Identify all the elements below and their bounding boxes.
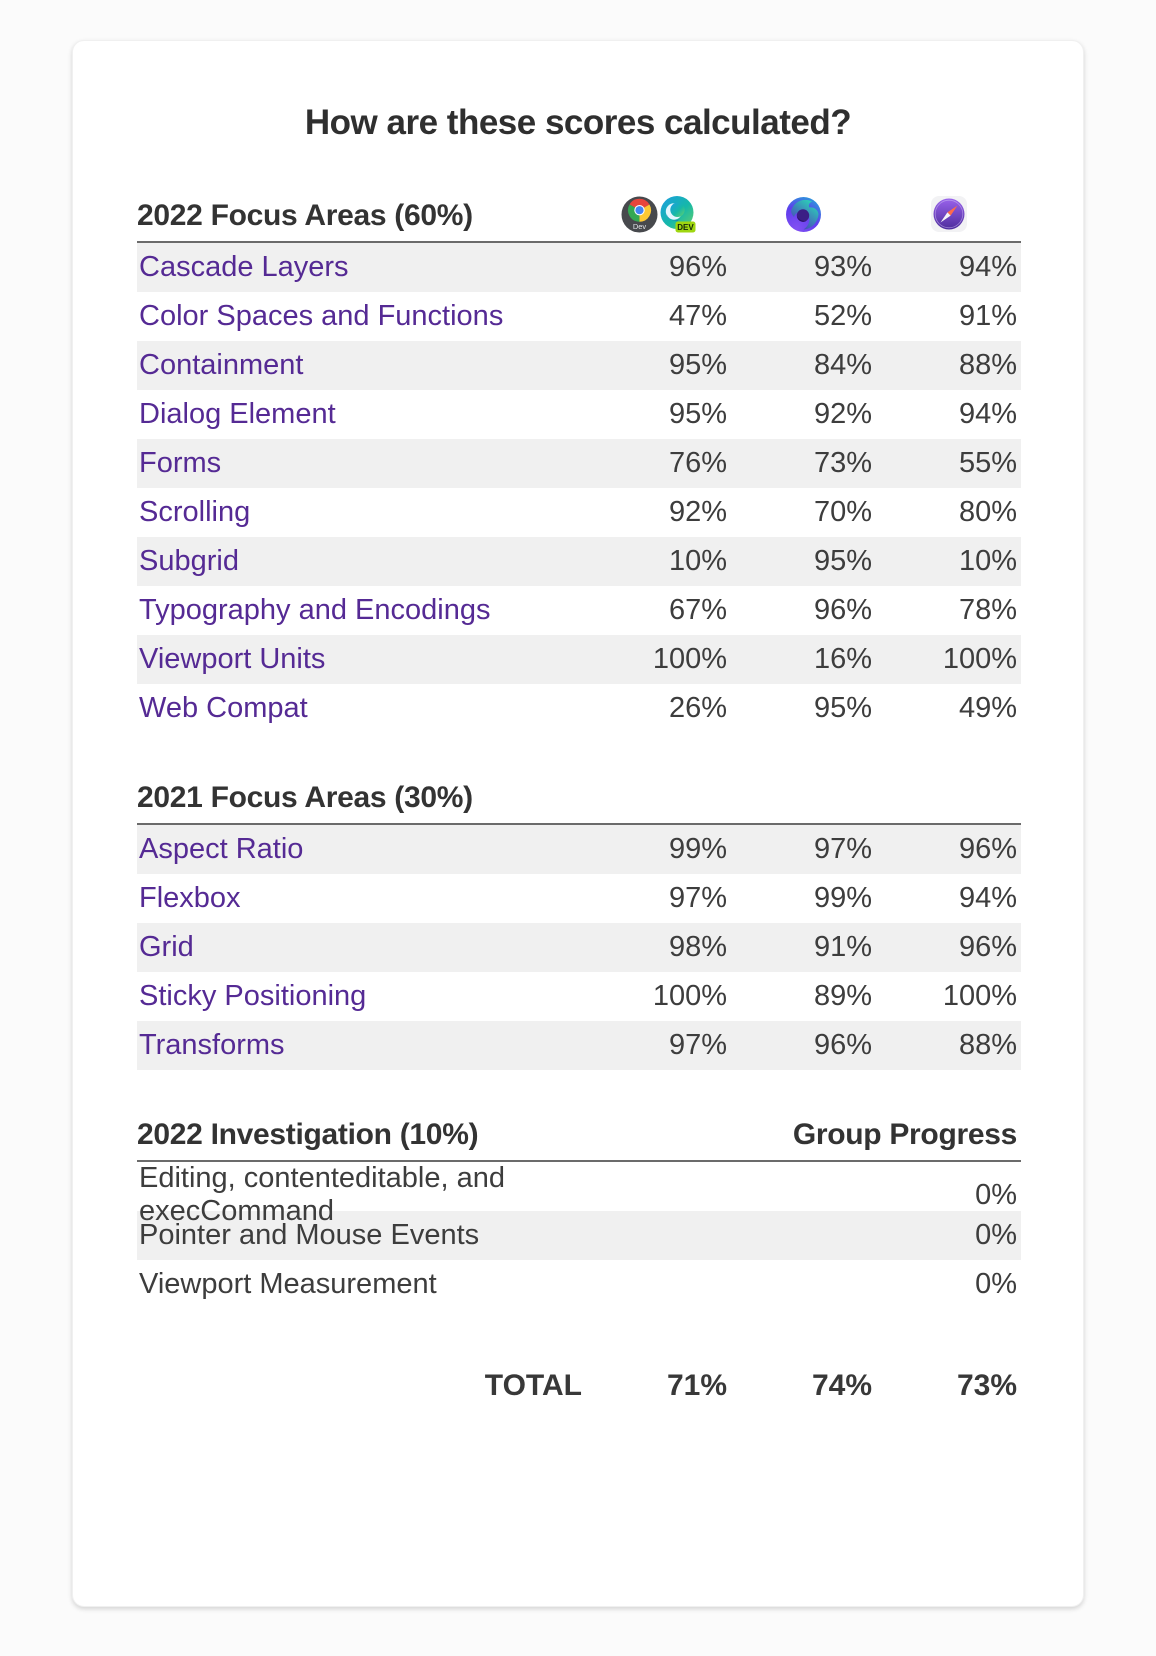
table-row — [137, 874, 1021, 923]
focus-area-link[interactable]: Forms — [139, 447, 222, 479]
score-firefox: 73% — [813, 447, 872, 479]
section-2021-focus-areas — [137, 781, 1021, 1070]
score-chrome: 26% — [668, 692, 727, 724]
safari-technology-preview-icon — [876, 195, 1021, 233]
score-safari: 91% — [958, 300, 1017, 332]
score-firefox: 70% — [813, 496, 872, 528]
score-safari: 88% — [958, 349, 1017, 381]
table-row — [137, 586, 1021, 635]
table-row — [137, 1021, 1021, 1070]
section-2022-focus-areas — [137, 195, 1021, 733]
score-firefox: 84% — [813, 349, 872, 381]
focus-area-link[interactable]: Web Compat — [139, 692, 308, 724]
table-row — [137, 292, 1021, 341]
table-body-2021-focus — [137, 825, 1021, 1070]
score-safari: 49% — [958, 692, 1017, 724]
score-chrome: 95% — [668, 349, 727, 381]
table-row — [137, 341, 1021, 390]
focus-area-link[interactable]: Typography and Encodings — [139, 594, 491, 626]
score-chrome: 100% — [652, 643, 727, 675]
score-chrome: 92% — [668, 496, 727, 528]
score-safari: 88% — [958, 1029, 1017, 1061]
focus-area-link[interactable]: Viewport Units — [139, 643, 326, 675]
focus-area-link[interactable]: Aspect Ratio — [139, 833, 304, 865]
score-safari: 96% — [958, 833, 1017, 865]
score-chrome: 67% — [668, 594, 727, 626]
table-header-2022-focus — [137, 195, 1021, 243]
score-chrome: 96% — [668, 251, 727, 283]
table-row — [137, 537, 1021, 586]
group-progress-header: Group Progress — [792, 1118, 1017, 1151]
score-firefox: 92% — [813, 398, 872, 430]
score-chrome: 99% — [668, 833, 727, 865]
table-row — [137, 1211, 1021, 1260]
score-chrome: 76% — [668, 447, 727, 479]
table-row — [137, 923, 1021, 972]
score-firefox: 89% — [813, 980, 872, 1012]
focus-area-link[interactable]: Color Spaces and Functions — [139, 300, 504, 332]
chrome-dev-edge-dev-icon — [586, 195, 731, 233]
table-row — [137, 972, 1021, 1021]
svg-text:DEV: DEV — [677, 223, 694, 232]
table-row — [137, 635, 1021, 684]
section-2022-investigation — [137, 1118, 1021, 1309]
score-chrome: 95% — [668, 398, 727, 430]
chrome-dev-icon — [621, 196, 658, 233]
score-breakdown-card — [72, 40, 1084, 1607]
table-body-investigation — [137, 1162, 1021, 1309]
score-chrome: 100% — [652, 980, 727, 1012]
focus-area-link[interactable]: Transforms — [139, 1029, 285, 1061]
svg-text:Dev: Dev — [632, 221, 647, 231]
focus-area-link[interactable]: Flexbox — [139, 882, 241, 914]
score-chrome: 98% — [668, 931, 727, 963]
table-row — [137, 439, 1021, 488]
score-firefox: 52% — [813, 300, 872, 332]
score-safari: 55% — [958, 447, 1017, 479]
total-row — [137, 1361, 1021, 1410]
group-progress-value: 0% — [975, 1178, 1017, 1211]
section-heading-investigation: 2022 Investigation (10%) — [137, 1118, 479, 1151]
score-safari: 78% — [958, 594, 1017, 626]
total-score-firefox: 74% — [811, 1368, 872, 1402]
score-firefox: 96% — [813, 1029, 872, 1061]
score-safari: 94% — [958, 398, 1017, 430]
score-safari: 80% — [958, 496, 1017, 528]
focus-area-link[interactable]: Dialog Element — [139, 398, 336, 430]
table-row — [137, 243, 1021, 292]
score-safari: 94% — [958, 251, 1017, 283]
score-firefox: 91% — [813, 931, 872, 963]
group-progress-value: 0% — [975, 1268, 1017, 1300]
score-firefox: 96% — [813, 594, 872, 626]
score-firefox: 95% — [813, 545, 872, 577]
score-safari: 10% — [958, 545, 1017, 577]
focus-area-link[interactable]: Grid — [139, 931, 194, 963]
score-firefox: 95% — [813, 692, 872, 724]
focus-area-link[interactable]: Containment — [139, 349, 304, 381]
score-safari: 100% — [942, 643, 1017, 675]
table-row — [137, 1260, 1021, 1309]
section-heading-2022-focus: 2022 Focus Areas (60%) — [137, 199, 473, 232]
table-row — [137, 825, 1021, 874]
investigation-label: Pointer and Mouse Events — [139, 1219, 480, 1251]
score-chrome: 10% — [668, 545, 727, 577]
score-firefox: 97% — [813, 833, 872, 865]
total-label: TOTAL — [484, 1368, 582, 1402]
score-chrome: 47% — [668, 300, 727, 332]
focus-area-link[interactable]: Cascade Layers — [139, 251, 349, 283]
investigation-label: Editing, contenteditable, and execCommand — [139, 1162, 505, 1227]
focus-area-link[interactable]: Sticky Positioning — [139, 980, 367, 1012]
total-score-chrome: 71% — [666, 1368, 727, 1402]
total-score-safari: 73% — [956, 1368, 1017, 1402]
table-header-2021-focus — [137, 781, 1021, 825]
score-firefox: 16% — [813, 643, 872, 675]
table-row — [137, 390, 1021, 439]
score-chrome: 97% — [668, 1029, 727, 1061]
focus-area-link[interactable]: Scrolling — [139, 496, 251, 528]
table-row — [137, 488, 1021, 537]
section-heading-2021-focus: 2021 Focus Areas (30%) — [137, 781, 473, 814]
score-firefox: 93% — [813, 251, 872, 283]
firefox-nightly-icon — [731, 196, 876, 233]
score-safari: 100% — [942, 980, 1017, 1012]
investigation-label: Viewport Measurement — [139, 1268, 437, 1300]
page-title: How are these scores calculated? — [304, 103, 852, 142]
edge-dev-icon — [658, 195, 696, 233]
table-header-investigation — [137, 1118, 1021, 1162]
score-safari: 94% — [958, 882, 1017, 914]
score-chrome: 97% — [668, 882, 727, 914]
score-firefox: 99% — [813, 882, 872, 914]
focus-area-link[interactable]: Subgrid — [139, 545, 239, 577]
group-progress-value: 0% — [975, 1219, 1017, 1251]
table-body-2022-focus — [137, 243, 1021, 733]
table-row — [137, 684, 1021, 733]
table-row — [137, 1162, 1021, 1227]
score-safari: 96% — [958, 931, 1017, 963]
